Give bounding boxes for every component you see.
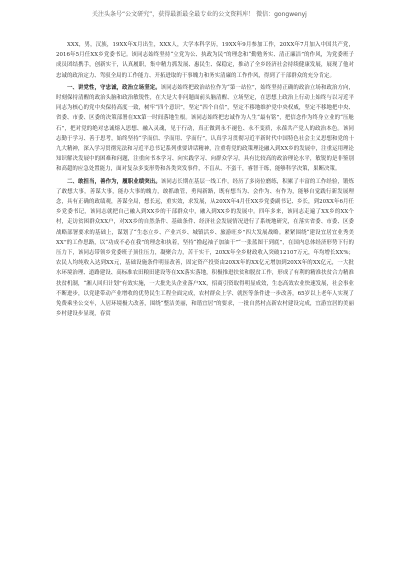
section-1-heading: 一、讲党性，守忠诚，政治立场坚定。 xyxy=(67,84,161,91)
paragraph-intro-text: XXX，男，汉族，19XX年X月出生，XXX人，大学本科学历，19XX年9月参加工作，20XX年7月加入中国共产党，2016年5月任XX乡党委书记。该同志始终坚持“立党为公、执政为民”的理念和“勤勉务实、清正廉洁”的作风，为党委班子成员团结携手，创新实干，认真履职，集中精力抓发展、惠民生、保稳定，推动了全乡经济社会持续健康发展，展现了他对忠诚的政治定力、驾驭全局的工作能力、开拓进取的干事魄力和务实清廉的工作作风，得到了干部群众的充分肯定。 xyxy=(56,42,354,79)
page-header xyxy=(0,0,410,30)
paragraph-section-2 xyxy=(56,177,354,320)
section-1-text: 该同志始终把政治站位作为“第一站位”，始终坚持正确的政治立场和政治方向，时刻保持清醒的政治头脑和政治敏锐性，在大是大非问题面前头脑清醒、立场坚定，在思想上政治上行动上始终与以习近平同志为核心的党中央保持高度一致，树牢“四个意识”，坚定“四个自信”，坚定不移地维护党中央权威，坚定不移地把中央、省委、市委、区委的决策部署在XX第一时间落地生根。该同志始终把忠诚作为人生“最有铭”，把信念作为终身立业的“压舱石”，把对党的绝对忠诚熔入思想、融入灵魂，见于行动，真正做到永不褪色、永不变质，永葆共产党人的政治本色。该同志勤于学习、善于思考，始终坚持“学而信、学而用、学而行”，认真学习贯彻习近平新时代中国特色社会主义思想和党的十九大精神，深入学习贯彻宪法和习近平总书记系列重要讲话精神，注重将党的政策理论融入到XX乡的发展中，注重运用理论知识解决发展中的困难和问题，注重向书本学习、向实践学习、向群众学习，具有比较高的政治理论水平，敏锐的是非鉴别和高超的应急处置能力，面对复杂多变形势和各类突发事件，不盲从、不蛮干，睿智干练，能够科学决策，果断决策。 xyxy=(56,84,354,173)
paragraph-intro xyxy=(56,40,354,81)
section-2-heading: 二、敢担当，善作为，履职业绩突出。 xyxy=(67,178,161,185)
header-promo-text: 关注头条号“公文研究”，获得最新最全最专业的公文资料库！ 微信：gongwenyj xyxy=(92,11,307,18)
section-2-text: 该同志长期在基层一线工作，经历了多岗位磨练，积累了丰富的工作经验，锻炼了敢想大事，善谋大事，能办大事的魄力，敢抓敢管，勇闯新路，既有想当为、会作为、有作为，能够自觉践行新发展理念，具有正确的政绩观，善谋全局，想长远，重实效，求发展，从20XX年4月任XX乡党委副书记、乡长，到20XX年6月任乡党委书记，该同志就把自己融入到XX乡的干部群众中，融入到XX乡的发展中。四年多来，该同志走遍了XX乡的XX个村，走访贫困群众XX户，对XX乡的自然条件、基础条件、经济社会发展情况进行了系统地研究，在落实省委、市委、区委战略部署要求的基础上，谋划了“生态立乡、产业兴乡、城镇活乡、旅游旺乡”四大发展战略。紧紧围绕“建设宜居宜业秀美XX”的工作思路，以“功成不必在我”的理念和执着，坚持“撸起袖子加油干”“一张蓝图干到底”，在国内总体经济形势下行的压力下，该同志带领乡党委班子顶住压力，凝聚合力，苦干实干，20XX年全乡财政收入突破12107万元，年均增长XX%；农民人均纯收入达到XX元，基础设施条件明显改善，固定资产投资由20XX年的XX亿元增加到20XX年的XX亿元，一大批水环境治理、道路建设、高标准农田粮田建设等在XX落实落地，积极推进扶贫和脱贫工作，形成了有利的精准扶贫合力精准扶贫机制，“湘人回归计划”有效实施，一大批先头企业落户XX，招商引资取得明显成效，生态高效农业快速发展，社会事业不断进步，以党建带动产业增收的优势民生工程全面完成，农村群众上学、就医等条件进一步改善，65岁以上老年人实现了免费乘坐公交车，人居环境极大改善，围绕“整洁美丽，和谐宜居”的要求，一批自然村点新农村建设完成，宜游宜居的美丽乡村建设步显现，春赏 xyxy=(56,178,354,318)
document-body xyxy=(56,40,354,321)
paragraph-section-1 xyxy=(56,83,354,175)
